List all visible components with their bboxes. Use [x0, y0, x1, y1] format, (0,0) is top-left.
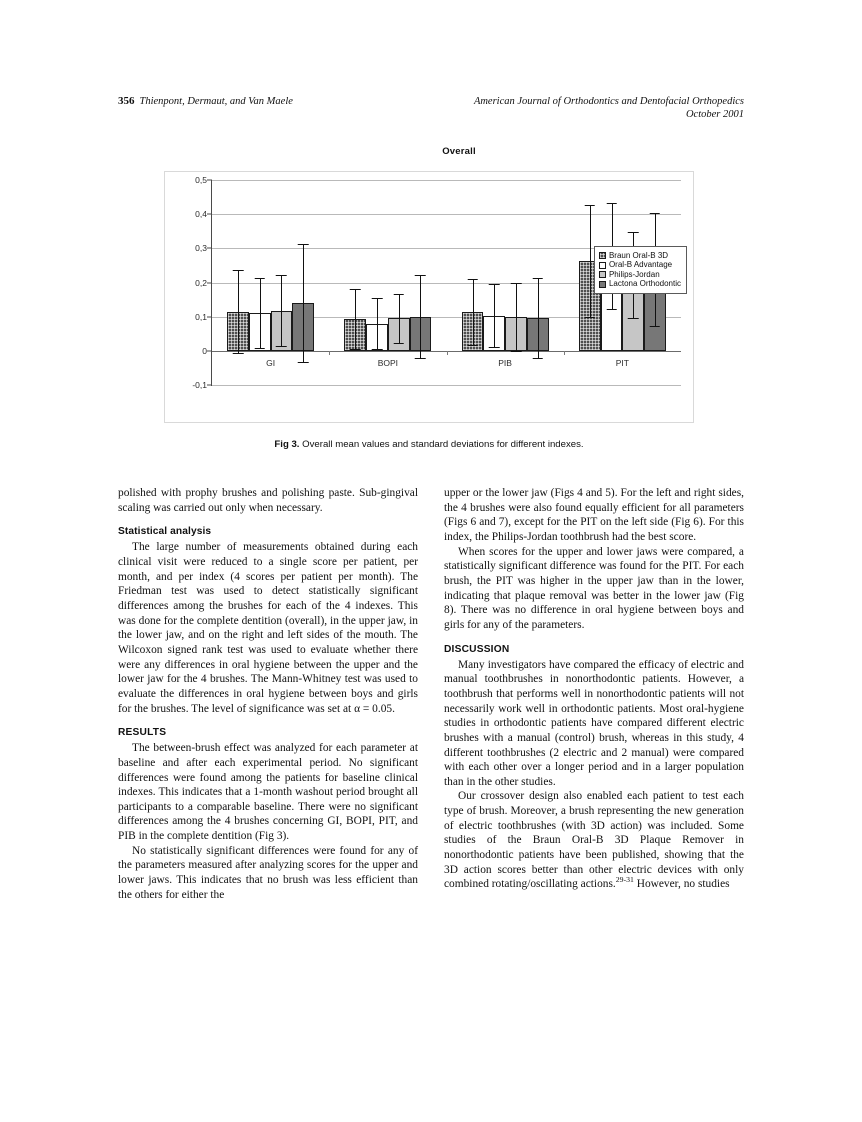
error-bar — [473, 279, 474, 345]
running-head-left — [118, 95, 293, 107]
error-bar-cap-lower — [276, 346, 287, 347]
error-bar-cap-lower — [585, 317, 596, 318]
error-bar-cap-lower — [254, 348, 265, 349]
error-bar — [399, 294, 400, 343]
x-axis-label-gi: GI — [266, 357, 276, 368]
y-axis-tick-label: 0,5 — [195, 175, 207, 185]
body-columns — [118, 486, 744, 902]
legend-swatch-icon — [599, 271, 606, 278]
error-bar-cap-lower — [606, 309, 617, 310]
heading-results: RESULTS — [118, 727, 167, 739]
y-axis-tick-label: -0,1 — [192, 380, 207, 390]
error-bar-cap-upper — [467, 279, 478, 280]
y-axis-tick-label: 0,3 — [195, 243, 207, 254]
error-bar — [281, 275, 282, 346]
error-bar-cap-lower — [372, 349, 383, 350]
x-axis-label-pit: PIT — [615, 357, 629, 368]
error-bar-cap-lower — [650, 326, 661, 327]
figure-caption-text: Overall mean values and standard deviations for different indexes. — [299, 439, 584, 450]
reference-citation: 29-31 — [615, 875, 634, 885]
error-bar — [590, 205, 591, 318]
heading-statistical-analysis: Statistical analysis — [118, 526, 212, 538]
error-bar — [238, 270, 239, 353]
error-bar-cap-upper — [489, 284, 500, 285]
error-bar-cap-lower — [233, 353, 244, 354]
figure-caption-label: Fig 3. — [274, 439, 300, 450]
right-column — [444, 486, 744, 902]
error-bar-cap-upper — [415, 275, 426, 276]
error-bar-cap-upper — [628, 232, 639, 233]
paragraph: When scores for the upper and lower jaws were compared, a statistically significant difference was found for the PIT. For each brush, the PIT was higher in the upper jaw than in the lower, indicating that plaque removal was better in the lower jaw (Fig 8). There was no difference in oral hygiene between boys and girls for any of the parameters. — [444, 545, 744, 631]
error-bar-cap-upper — [372, 298, 383, 299]
paragraph: No statistically significant differences were found for any of the parameters measured after analyzing scores for the upper and lower jaws. This indicates that no brush was less efficient than the others for either the — [118, 844, 418, 901]
error-bar — [377, 298, 378, 349]
running-head — [118, 95, 744, 122]
legend-swatch-icon — [599, 262, 606, 269]
figure-3 — [118, 146, 744, 450]
legend-item — [599, 271, 681, 279]
chart-bars — [212, 180, 329, 385]
legend-swatch-icon — [599, 281, 606, 288]
paragraph: polished with prophy brushes and polishing paste. Sub-gingival scaling was carried out only when necessary. — [118, 487, 418, 514]
error-bar-cap-lower — [350, 349, 361, 350]
figure-caption — [164, 439, 694, 450]
error-bar-cap-upper — [511, 283, 522, 284]
chart-title: Overall — [442, 146, 476, 157]
legend-label: Lactona Orthodontic — [608, 279, 681, 288]
error-bar — [420, 275, 421, 358]
error-bar-cap-upper — [393, 294, 404, 295]
chart-bars — [447, 180, 564, 385]
journal-title: American Journal of Orthodontics and Dentofacial Orthopedics — [473, 96, 744, 107]
error-bar-cap-upper — [233, 270, 244, 271]
legend-item — [599, 280, 681, 288]
paragraph-text-pre: Our crossover design also enabled each patient to test each type of brush. Moreover, a brush representing the new generation of electric toothbrushes (with 3D action) was included. Some studies of the Braun Oral-B 3D Plaque Remover in nonorthodontic patients have been published, showing that the 3D action scores better than other electric devices with only combined rotating/oscillating actions. — [444, 790, 744, 891]
legend-label: Braun Oral-B 3D — [608, 250, 669, 260]
error-bar-cap-upper — [606, 203, 617, 204]
chart-group-gi — [212, 180, 329, 385]
error-bar-cap-upper — [350, 289, 361, 290]
issue-date: October 2001 — [685, 109, 744, 121]
paragraph: The between-brush effect was analyzed for each parameter at baseline and after each experimental period. No significant differences were found among the patients for baseline clinical indexes. This indicates that a 1-month washout period brought all participants to a comparable baseline. There were no significant differences among the 4 brushes concerning GI, BOPI, PIT, and PIB in the complete dentition (Fig 3). — [118, 742, 418, 843]
legend-swatch-icon — [599, 252, 606, 259]
legend-item — [599, 261, 681, 269]
error-bar-cap-upper — [298, 244, 309, 245]
error-bar — [303, 244, 304, 362]
error-bar — [494, 284, 495, 348]
x-axis-label-pib: PIB — [498, 357, 512, 368]
legend-item — [599, 252, 681, 260]
error-bar-cap-upper — [650, 213, 661, 214]
y-axis-tick-label: 0,4 — [195, 209, 207, 220]
legend-label: Philips-Jordan — [608, 269, 660, 279]
x-axis-tick-mark — [329, 351, 330, 355]
y-axis-tick-label: 0 — [202, 345, 207, 356]
x-axis-label-bopi: BOPI — [377, 357, 399, 368]
gridline — [212, 385, 681, 386]
chart-frame — [164, 171, 694, 423]
error-bar-cap-lower — [393, 343, 404, 344]
paragraph-text-post: However, no studies — [633, 878, 730, 891]
error-bar-cap-upper — [276, 275, 287, 276]
running-head-right — [474, 95, 744, 122]
paragraph: The large number of measurements obtained during each clinical visit were reduced to a single score per patient, per month, and per index (4 scores per patient per month). The Friedman test was used to detect statistically significant differences among the brushes for each of the 4 indexes. This was done for the complete dentition (overall), in the upper jaw, in the lower jaw, and on the right and left sides of the mouth. The Wilcoxon signed rank test was used to evaluate whether there were any differences in oral hygiene between the upper and the lower jaw for the 4 brushes. The Mann-Whitney test was used to evaluate the differences in oral hygiene between boys and girls for the brushes. The level of significance was set at α = 0.05. — [118, 541, 418, 715]
chart-group-pib — [447, 180, 564, 385]
left-column — [118, 486, 418, 902]
paragraph: Many investigators have compared the efficacy of electric and manual toothbrushes in nonorthodontic patients. However, a toothbrush that performs well in nonorthodontic patients will not necessarily work well in orthodontic patients. Most oral-hygiene studies in orthodontic patients have compared different electric brushes with a manual (control) brush, whereas in this study, 4 different toothbrushes (2 electric and 2 manual) were compared with each other over a longer period and in a larger population than in the other studies. — [444, 658, 744, 788]
chart-bars — [329, 180, 446, 385]
y-axis-tick-label: 0,1 — [195, 311, 207, 322]
error-bar — [516, 283, 517, 351]
page-number: 356 — [118, 95, 135, 107]
error-bar — [355, 289, 356, 349]
legend-label: Oral-B Advantage — [608, 260, 673, 269]
error-bar-cap-lower — [628, 318, 639, 319]
error-bar — [260, 278, 261, 348]
y-axis-tick-label: 0,2 — [195, 277, 207, 288]
chart-group-bopi — [329, 180, 446, 385]
heading-discussion: DISCUSSION — [444, 643, 510, 655]
paragraph: upper or the lower jaw (Figs 4 and 5). For the left and right sides, the 4 brushes were also found equally efficient for all parameters (Figs 6 and 7), except for the PIT on the left side (Fig 6). For this index, the Philips-Jordan toothbrush had the best score. — [444, 487, 744, 543]
paragraph-with-reference — [444, 789, 744, 892]
error-bar-cap-upper — [532, 278, 543, 279]
x-axis-tick-mark — [447, 351, 448, 355]
chart-legend — [594, 246, 687, 294]
error-bar-cap-upper — [254, 278, 265, 279]
x-axis-tick-mark — [564, 351, 565, 355]
error-bar-cap-lower — [489, 347, 500, 348]
error-bar-cap-lower — [467, 345, 478, 346]
error-bar-cap-upper — [585, 205, 596, 206]
error-bar-cap-lower — [511, 351, 522, 352]
running-head-authors: Thienpont, Dermaut, and Van Maele — [139, 96, 293, 107]
error-bar — [538, 278, 539, 357]
